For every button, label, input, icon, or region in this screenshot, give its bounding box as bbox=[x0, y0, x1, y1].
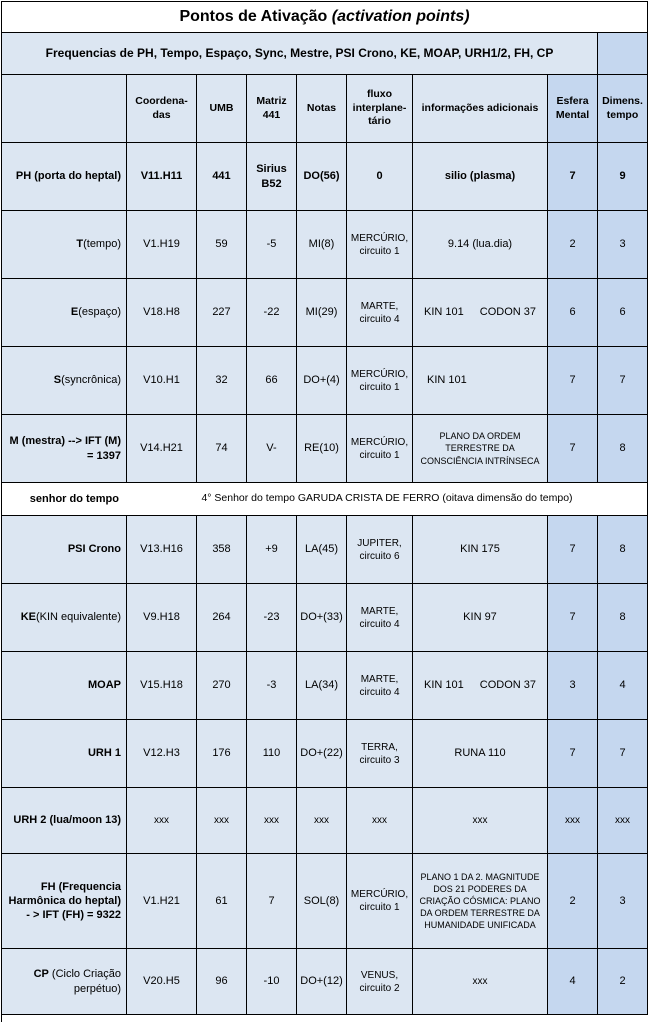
row-s-name-bold: S bbox=[53, 374, 62, 387]
row-s-notas: DO+(4) bbox=[297, 347, 347, 415]
row-moap-info bbox=[413, 652, 548, 720]
row-fh-name: FH (Frequencia Harmônica do heptal) - > IFT (FH) = 9322 bbox=[2, 854, 127, 949]
header-coords: Coordena-das bbox=[127, 75, 197, 143]
row-urh1-esfera: 7 bbox=[548, 720, 598, 788]
row-psi-matriz: +9 bbox=[247, 516, 297, 584]
row-cp-name-bold: CP bbox=[33, 968, 49, 981]
title-main: Pontos de Ativação bbox=[179, 7, 328, 25]
row-t-fluxo: MERCÚRIO, circuito 1 bbox=[347, 211, 413, 279]
row-urh1-coords: V12.H3 bbox=[127, 720, 197, 788]
row-s-name-rest: (syncrônica) bbox=[61, 374, 121, 387]
row-s-coords: V10.H1 bbox=[127, 347, 197, 415]
header-dimens: Dimens. tempo bbox=[598, 75, 648, 143]
row-fh-notas: SOL(8) bbox=[297, 854, 347, 949]
row-urh1-info: RUNA 110 bbox=[413, 720, 548, 788]
row-ph-coords: V11.H11 bbox=[127, 143, 197, 211]
row-s-dimens: 7 bbox=[598, 347, 648, 415]
row-moap-fluxo: MARTE, circuito 4 bbox=[347, 652, 413, 720]
row-psi-coords: V13.H16 bbox=[127, 516, 197, 584]
row-psi-info: KIN 175 bbox=[413, 516, 548, 584]
row-t-coords: V1.H19 bbox=[127, 211, 197, 279]
frequencies-line: Frequencias de PH, Tempo, Espaço, Sync, Mestre, PSI Crono, KE, MOAP, URH1/2, FH, CP bbox=[2, 33, 598, 75]
row-t-esfera: 2 bbox=[548, 211, 598, 279]
row-fh-esfera: 2 bbox=[548, 854, 598, 949]
row-t-name-bold: T bbox=[76, 238, 84, 251]
row-m-dimens: 8 bbox=[598, 415, 648, 483]
row-ph-notas: DO(56) bbox=[297, 143, 347, 211]
row-ke-name bbox=[2, 584, 127, 652]
row-psi-dimens: 8 bbox=[598, 516, 648, 584]
row-m-coords: V14.H21 bbox=[127, 415, 197, 483]
row-psi-umb: 358 bbox=[197, 516, 247, 584]
row-fh-info: PLANO 1 DA 2. MAGNITUDE DOS 21 PODERES DA CRIAÇÃO CÓSMICA: PLANO DA ORDEM TERRESTRE DA HUMANIDADE UNIFICADA bbox=[413, 854, 548, 949]
row-e-info-kin: KIN 101 bbox=[424, 306, 464, 319]
row-t-notas: MI(8) bbox=[297, 211, 347, 279]
row-moap-dimens: 4 bbox=[598, 652, 648, 720]
row-ke-fluxo: MARTE, circuito 4 bbox=[347, 584, 413, 652]
row-ph-info: silio (plasma) bbox=[413, 143, 548, 211]
row-urh1-fluxo: TERRA, circuito 3 bbox=[347, 720, 413, 788]
row-ke-name-rest: (KIN equivalente) bbox=[36, 611, 121, 624]
row-e-name-bold: E bbox=[70, 306, 79, 319]
row-moap-name: MOAP bbox=[2, 652, 127, 720]
row-moap-esfera: 3 bbox=[548, 652, 598, 720]
header-fluxo: fluxo interplane-tário bbox=[347, 75, 413, 143]
row-m-matriz: V- bbox=[247, 415, 297, 483]
row-t-info: 9.14 (lua.dia) bbox=[413, 211, 548, 279]
row-ph-name: PH (porta do heptal) bbox=[2, 143, 127, 211]
row-ke-notas: DO+(33) bbox=[297, 584, 347, 652]
row-t-matriz: -5 bbox=[247, 211, 297, 279]
row-moap-umb: 270 bbox=[197, 652, 247, 720]
row-fh-coords: V1.H21 bbox=[127, 854, 197, 949]
table-title bbox=[2, 2, 648, 33]
row-m-esfera: 7 bbox=[548, 415, 598, 483]
header-notas: Notas bbox=[297, 75, 347, 143]
row-urh1-matriz: 110 bbox=[247, 720, 297, 788]
row-e-fluxo: MARTE, circuito 4 bbox=[347, 279, 413, 347]
row-e-name bbox=[2, 279, 127, 347]
title-italic: (activation points) bbox=[331, 7, 470, 25]
senhor-label: senhor do tempo bbox=[2, 483, 127, 516]
row-cp-matriz: -10 bbox=[247, 949, 297, 1015]
row-ph-matriz: Sirius B52 bbox=[247, 143, 297, 211]
row-ph-dimens: 9 bbox=[598, 143, 648, 211]
row-urh2-coords: xxx bbox=[127, 788, 197, 854]
row-e-umb: 227 bbox=[197, 279, 247, 347]
row-e-notas: MI(29) bbox=[297, 279, 347, 347]
row-s-fluxo: MERCÚRIO, circuito 1 bbox=[347, 347, 413, 415]
row-ke-info: KIN 97 bbox=[413, 584, 548, 652]
header-esfera: Esfera Mental bbox=[548, 75, 598, 143]
row-ke-esfera: 7 bbox=[548, 584, 598, 652]
row-urh1-dimens: 7 bbox=[598, 720, 648, 788]
row-ke-matriz: -23 bbox=[247, 584, 297, 652]
row-t-name-rest: (tempo) bbox=[83, 238, 121, 251]
row-e-name-rest: (espaço) bbox=[78, 306, 121, 319]
row-m-umb: 74 bbox=[197, 415, 247, 483]
row-cp-umb: 96 bbox=[197, 949, 247, 1015]
row-e-info bbox=[413, 279, 548, 347]
row-m-fluxo: MERCÚRIO, circuito 1 bbox=[347, 415, 413, 483]
row-e-matriz: -22 bbox=[247, 279, 297, 347]
row-urh1-umb: 176 bbox=[197, 720, 247, 788]
frequencies-side-cell bbox=[598, 33, 648, 75]
row-cp-esfera: 4 bbox=[548, 949, 598, 1015]
row-urh2-notas: xxx bbox=[297, 788, 347, 854]
row-e-info-codon: CODON 37 bbox=[479, 306, 536, 319]
row-fh-dimens: 3 bbox=[598, 854, 648, 949]
activation-table bbox=[1, 1, 648, 1022]
row-psi-notas: LA(45) bbox=[297, 516, 347, 584]
row-ph-umb: 441 bbox=[197, 143, 247, 211]
row-s-matriz: 66 bbox=[247, 347, 297, 415]
row-fh-fluxo: MERCÚRIO, circuito 1 bbox=[347, 854, 413, 949]
row-moap-notas: LA(34) bbox=[297, 652, 347, 720]
row-s-name bbox=[2, 347, 127, 415]
row-t-dimens: 3 bbox=[598, 211, 648, 279]
row-cp-name-rest: (Ciclo Criação perpétuo) bbox=[48, 968, 121, 995]
row-urh2-umb: xxx bbox=[197, 788, 247, 854]
row-psi-fluxo: JUPITER, circuito 6 bbox=[347, 516, 413, 584]
row-e-coords: V18.H8 bbox=[127, 279, 197, 347]
row-ke-coords: V9.H18 bbox=[127, 584, 197, 652]
row-m-info: PLANO DA ORDEM TERRESTRE DA CONSCIÊNCIA INTRÍNSECA bbox=[413, 415, 548, 483]
header-name-blank bbox=[2, 75, 127, 143]
row-cp-info: xxx bbox=[413, 949, 548, 1015]
row-urh2-name: URH 2 (lua/moon 13) bbox=[2, 788, 127, 854]
row-e-dimens: 6 bbox=[598, 279, 648, 347]
row-urh2-info: xxx bbox=[413, 788, 548, 854]
row-moap-matriz: -3 bbox=[247, 652, 297, 720]
row-cp-dimens: 2 bbox=[598, 949, 648, 1015]
row-s-esfera: 7 bbox=[548, 347, 598, 415]
header-matriz: Matriz 441 bbox=[247, 75, 297, 143]
row-s-info: KIN 101 bbox=[413, 347, 548, 415]
row-moap-info-kin: KIN 101 bbox=[424, 679, 464, 692]
row-ke-name-bold: KE bbox=[20, 611, 36, 624]
senhor-text: 4° Senhor do tempo GARUDA CRISTA DE FERRO (oitava dimensão do tempo) bbox=[127, 483, 648, 516]
row-moap-coords: V15.H18 bbox=[127, 652, 197, 720]
row-fh-matriz: 7 bbox=[247, 854, 297, 949]
header-info: informações adicionais bbox=[413, 75, 548, 143]
header-umb: UMB bbox=[197, 75, 247, 143]
row-urh2-matriz: xxx bbox=[247, 788, 297, 854]
row-cp-name bbox=[2, 949, 127, 1015]
row-ke-dimens: 8 bbox=[598, 584, 648, 652]
row-e-esfera: 6 bbox=[548, 279, 598, 347]
row-psi-name: PSI Crono bbox=[2, 516, 127, 584]
row-cp-coords: V20.H5 bbox=[127, 949, 197, 1015]
row-moap-info-codon: CODON 37 bbox=[479, 679, 536, 692]
row-cp-notas: DO+(12) bbox=[297, 949, 347, 1015]
row-m-notas: RE(10) bbox=[297, 415, 347, 483]
row-ph-esfera: 7 bbox=[548, 143, 598, 211]
row-psi-esfera: 7 bbox=[548, 516, 598, 584]
row-urh2-fluxo: xxx bbox=[347, 788, 413, 854]
row-s-umb: 32 bbox=[197, 347, 247, 415]
row-urh1-name: URH 1 bbox=[2, 720, 127, 788]
row-t-umb: 59 bbox=[197, 211, 247, 279]
row-fh-umb: 61 bbox=[197, 854, 247, 949]
row-ph-fluxo: 0 bbox=[347, 143, 413, 211]
row-cp-fluxo: VENUS, circuito 2 bbox=[347, 949, 413, 1015]
row-ke-umb: 264 bbox=[197, 584, 247, 652]
row-urh2-dimens: xxx bbox=[598, 788, 648, 854]
row-t-name bbox=[2, 211, 127, 279]
row-m-name: M (mestra) --> IFT (M) = 1397 bbox=[2, 415, 127, 483]
row-urh2-esfera: xxx bbox=[548, 788, 598, 854]
row-urh1-notas: DO+(22) bbox=[297, 720, 347, 788]
